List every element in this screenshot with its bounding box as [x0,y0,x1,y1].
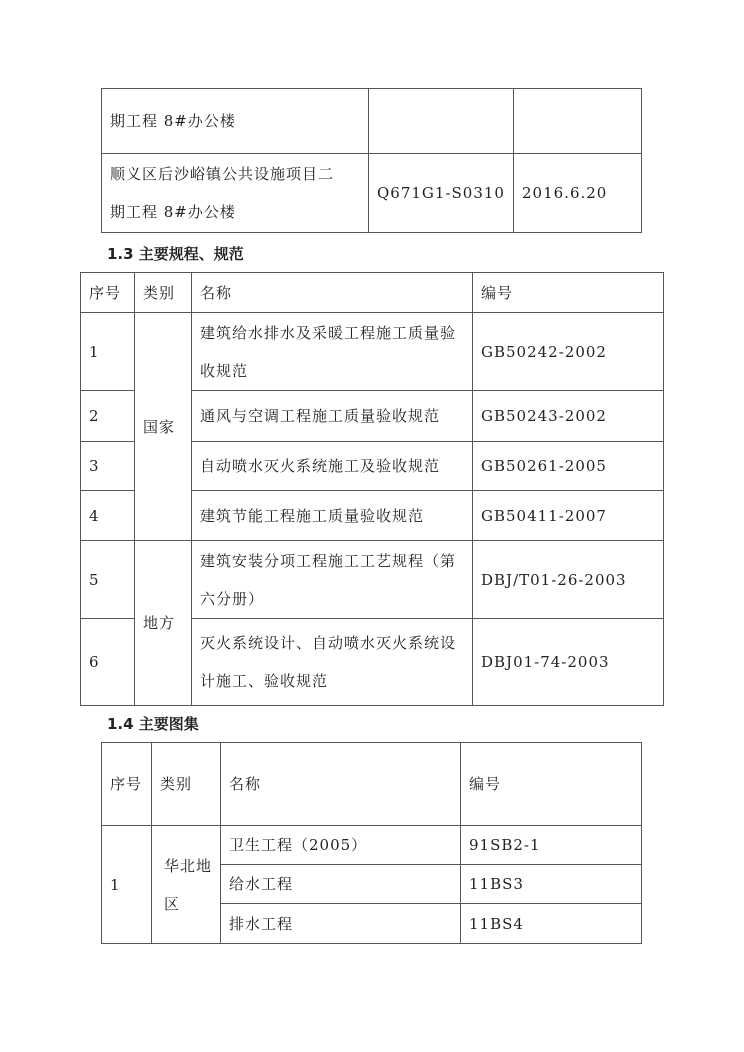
name-cell: 给水工程 [221,865,461,904]
table-row [102,826,642,865]
header-cell: 类别 [152,743,221,826]
name-line: 期工程 8#办公楼 [110,203,236,221]
project-name: 期工程 8#办公楼 [102,89,369,154]
header-cell: 类别 [135,273,192,313]
project-table [101,88,642,233]
header-cell: 序号 [102,743,152,826]
row-number: 1 [102,826,152,944]
table-row [102,154,642,233]
code-cell: GB50243-2002 [473,391,664,442]
code-cell: 91SB2-1 [461,826,642,865]
name-cell: 通风与空调工程施工质量验收规范 [192,391,473,442]
table-row [81,541,664,619]
header-cell: 名称 [192,273,473,313]
row-number: 4 [81,491,135,541]
row-number: 5 [81,541,135,619]
category-cell: 华北地区 [152,826,221,944]
code-cell: 11BS3 [461,865,642,904]
atlas-table [101,742,642,944]
header-cell: 编号 [461,743,642,826]
row-number: 1 [81,313,135,391]
project-date [514,89,642,154]
name-cell: 灭火系统设计、自动喷水灭火系统设计施工、验收规范 [192,619,473,706]
code-cell: GB50261-2005 [473,442,664,491]
project-code [369,89,514,154]
table-row [81,313,664,391]
code-cell: 11BS4 [461,904,642,944]
header-cell: 名称 [221,743,461,826]
section-heading: 1.4 主要图集 [107,715,199,733]
category-cell: 国家 [135,313,192,541]
category-cell: 地方 [135,541,192,706]
section-heading: 1.3 主要规程、规范 [107,245,244,263]
project-name [102,154,369,233]
table-header [102,743,642,826]
standards-table [80,272,664,706]
name-cell: 建筑给水排水及采暖工程施工质量验收规范 [192,313,473,391]
project-code: Q671G1-S0310 [369,154,514,233]
name-cell: 排水工程 [221,904,461,944]
name-cell: 建筑安装分项工程施工工艺规程（第六分册） [192,541,473,619]
code-cell: DBJ/T01-26-2003 [473,541,664,619]
name-cell: 建筑节能工程施工质量验收规范 [192,491,473,541]
code-cell: GB50242-2002 [473,313,664,391]
row-number: 6 [81,619,135,706]
name-line: 顺义区后沙峪镇公共设施项目二 [110,165,335,183]
project-date: 2016.6.20 [514,154,642,233]
code-cell: DBJ01-74-2003 [473,619,664,706]
row-number: 3 [81,442,135,491]
header-cell: 编号 [473,273,664,313]
table-row [102,89,642,154]
header-cell: 序号 [81,273,135,313]
name-cell: 自动喷水灭火系统施工及验收规范 [192,442,473,491]
code-cell: GB50411-2007 [473,491,664,541]
table-header [81,273,664,313]
row-number: 2 [81,391,135,442]
name-cell: 卫生工程（2005） [221,826,461,865]
